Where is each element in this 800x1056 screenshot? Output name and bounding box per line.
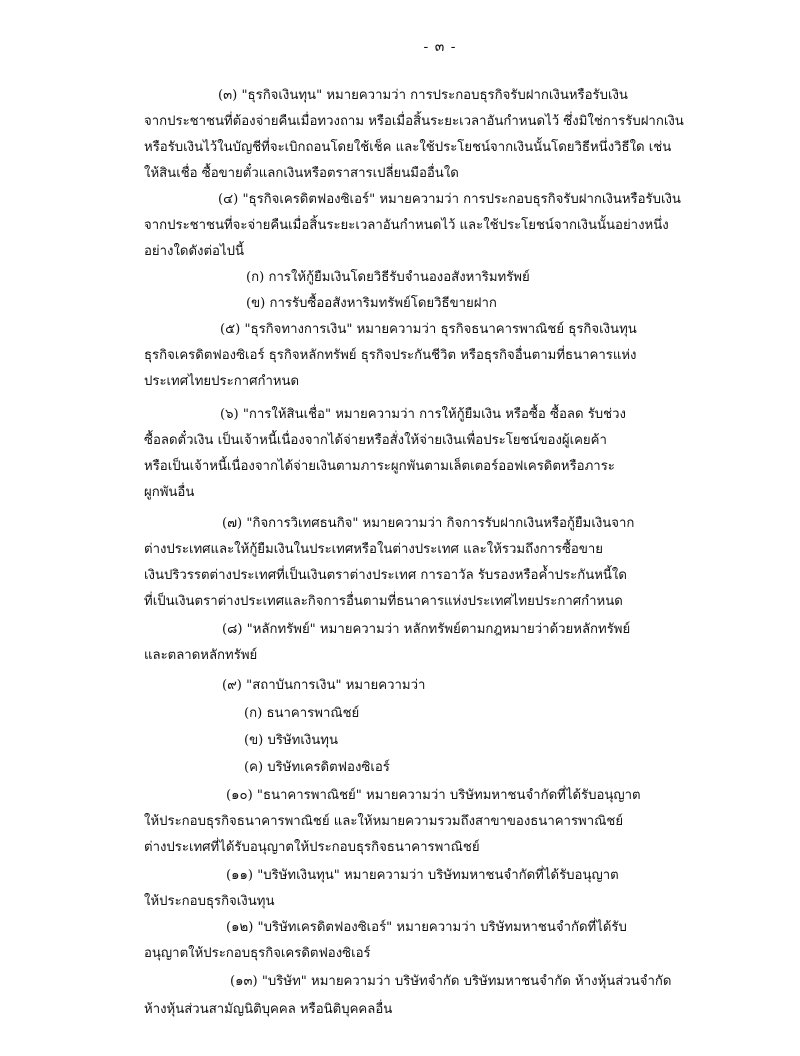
text-line: ให้ประกอบธุรกิจเงินทุน (144, 894, 275, 909)
text-line: (ก) การให้กู้ยืมเงินโดยวิธีรับจำนองอสังหาริมทรัพย์ (246, 270, 530, 285)
text-line: (๑๒) "บริษัทเครดิตฟองซิเอร์" หมายความว่า บริษัทมหาชนจำกัดที่ได้รับ (226, 920, 627, 935)
text-line: (๑๓) "บริษัท" หมายความว่า บริษัทจำกัด บริษัทมหาชนจำกัด ห้างหุ้นส่วนจำกัด (230, 974, 672, 989)
text-line: ต่างประเทศและให้กู้ยืมเงินในประเทศหรือในต่างประเทศ และให้รวมถึงการซื้อขาย (144, 542, 603, 557)
text-line: จากประชาชนที่ต้องจ่ายคืนเมื่อทวงถาม หรือเมื่อสิ้นระยะเวลาอันกำหนดไว้ ซึ่งมิใช่การรับฝากเงิน (144, 114, 684, 129)
text-line: (๖) "การให้สินเชื่อ" หมายความว่า การให้กู้ยืมเงิน หรือซื้อ ซื้อลด รับช่วง (220, 407, 626, 422)
text-line: (๗) "กิจการวิเทศธนกิจ" หมายความว่า กิจการรับฝากเงินหรือกู้ยืมเงินจาก (222, 516, 635, 531)
text-line: ซื้อลดตั๋วเงิน เป็นเจ้าหนี้เนื่องจากได้จ่ายหรือสั่งให้จ่ายเงินเพื่อประโยชน์ของผู้เคยค้า (144, 433, 607, 448)
text-line: (๔) "ธุรกิจเครดิตฟองซิเอร์" หมายความว่า การประกอบธุรกิจรับฝากเงินหรือรับเงิน (218, 192, 681, 207)
text-line: (ก) ธนาคารพาณิชย์ (244, 706, 360, 721)
text-line: ห้างหุ้นส่วนสามัญนิติบุคคล หรือนิติบุคคลอื่น (144, 1002, 393, 1017)
text-line: จากประชาชนที่จะจ่ายคืนเมื่อสิ้นระยะเวลาอันกำหนดไว้ และใช้ประโยชน์จากเงินนั้นอย่างหนึ่ง (144, 218, 669, 233)
page-number: - ๓ - (423, 39, 457, 55)
text-line: ต่างประเทศที่ได้รับอนุญาตให้ประกอบธุรกิจธนาคารพาณิชย์ (144, 840, 480, 855)
text-line: (๙) "สถาบันการเงิน" หมายความว่า (222, 678, 426, 693)
text-line: และตลาดหลักทรัพย์ (144, 648, 258, 663)
text-line: เงินปริวรรตต่างประเทศที่เป็นเงินตราต่างประเทศ การอาวัล รับรองหรือค้ำประกันหนี้ใด (144, 568, 627, 583)
text-line: ให้ประกอบธุรกิจธนาคารพาณิชย์ และให้หมายความรวมถึงสาขาของธนาคารพาณิชย์ (144, 814, 624, 829)
text-line: (๑๐) "ธนาคารพาณิชย์" หมายความว่า บริษัทมหาชนจำกัดที่ได้รับอนุญาต (226, 788, 641, 803)
text-line: ให้สินเชื่อ ซื้อขายตั๋วแลกเงินหรือตราสารเปลี่ยนมืออื่นใด (144, 166, 459, 181)
text-line: (๘) "หลักทรัพย์" หมายความว่า หลักทรัพย์ตามกฎหมายว่าด้วยหลักทรัพย์ (222, 622, 631, 637)
text-line: (ค) บริษัทเครดิตฟองซิเอร์ (244, 760, 390, 775)
text-line: หรือเป็นเจ้าหนี้เนื่องจากได้จ่ายเงินตามภาระผูกพันตามเล็ตเตอร์ออฟเครดิตหรือภาระ (144, 459, 615, 474)
text-line: ประเทศไทยประกาศกำหนด (144, 374, 300, 389)
text-line: ที่เป็นเงินตราต่างประเทศและกิจการอื่นตามที่ธนาคารแห่งประเทศไทยประกาศกำหนด (144, 594, 623, 609)
text-line: (๑๑) "บริษัทเงินทุน" หมายความว่า บริษัทมหาชนจำกัดที่ได้รับอนุญาต (226, 868, 619, 883)
text-line: หรือรับเงินไว้ในบัญชีที่จะเบิกถอนโดยใช้เช็ค และใช้ประโยชน์จากเงินนั้นโดยวิธีหนึ่งวิธีใด เช่น (144, 140, 672, 155)
text-line: (ข) บริษัทเงินทุน (244, 733, 339, 748)
text-line: ธุรกิจเครดิตฟองซิเอร์ ธุรกิจหลักทรัพย์ ธุรกิจประกันชีวิต หรือธุรกิจอื่นตามที่ธนาคารแห่ง (144, 348, 637, 363)
text-line: อย่างใดดังต่อไปนี้ (144, 244, 245, 259)
text-line: ผูกพันอื่น (144, 485, 195, 500)
text-line: อนุญาตให้ประกอบธุรกิจเครดิตฟองซิเอร์ (144, 946, 371, 961)
text-line: (ข) การรับซื้ออสังหาริมทรัพย์โดยวิธีขายฝาก (246, 296, 497, 311)
text-line: (๕) "ธุรกิจทางการเงิน" หมายความว่า ธุรกิจธนาคารพาณิชย์ ธุรกิจเงินทุน (220, 322, 637, 337)
text-line: (๓) "ธุรกิจเงินทุน" หมายความว่า การประกอบธุรกิจรับฝากเงินหรือรับเงิน (218, 88, 628, 103)
